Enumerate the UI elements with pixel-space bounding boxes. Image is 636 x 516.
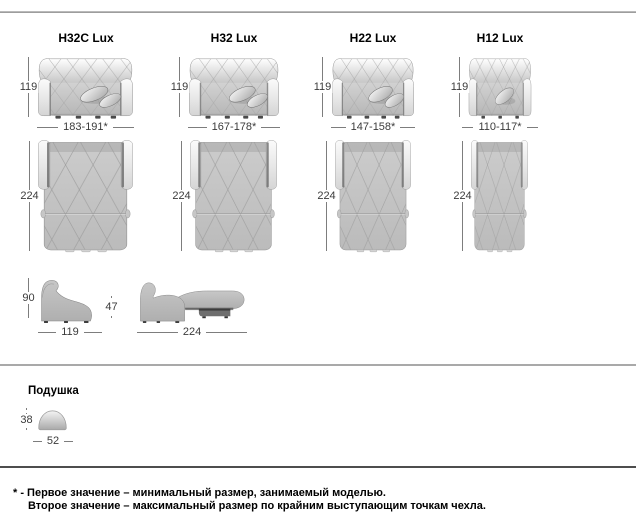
footnote-line-2: Второе значение – максимальный размер по крайним выступающим точкам чехла. — [28, 500, 486, 512]
sofa-front-view-illustration — [331, 55, 415, 122]
bed-extended-length-dimension — [137, 326, 247, 339]
width-value: 110-117* — [478, 121, 522, 133]
dimension-line — [33, 441, 42, 442]
dimension-line — [206, 332, 247, 333]
bed-length-dimension — [317, 141, 336, 251]
model-name: H32 Lux — [210, 31, 258, 45]
bed-length-value: 224 — [453, 190, 472, 202]
pillow-section-title: Подушка — [28, 385, 79, 397]
dimension-line — [261, 127, 280, 128]
sofa-height-value: 90 — [22, 292, 35, 304]
pillow-illustration — [37, 407, 68, 432]
dimension-line — [462, 127, 473, 128]
width-dimension — [188, 121, 280, 134]
sofa-height-dimension — [22, 278, 35, 318]
dimension-line — [113, 127, 134, 128]
sofa-depth-dimension — [38, 326, 102, 339]
width-value: 183-191* — [63, 121, 108, 133]
model-name: H22 Lux — [349, 31, 397, 45]
dimension-line — [331, 127, 346, 128]
footnote-line-1: * - Первое значение – минимальный размер, занимаемый моделью. — [13, 487, 386, 499]
middle-divider — [0, 364, 636, 366]
height-dimension — [19, 57, 38, 117]
dimension-line — [64, 441, 73, 442]
bottom-divider — [0, 466, 636, 468]
width-dimension — [462, 121, 538, 134]
footnote — [13, 487, 623, 513]
dimension-line — [84, 332, 102, 333]
top-divider — [0, 11, 636, 13]
height-dimension — [170, 57, 189, 117]
width-value: 147-158* — [350, 121, 396, 133]
pillow-height-value: 38 — [20, 414, 33, 426]
pillow-width-value: 52 — [46, 435, 60, 447]
height-dimension — [450, 57, 469, 117]
bed-height-value: 47 — [105, 301, 118, 313]
height-value: 119 — [450, 81, 469, 93]
bed-extended-length-value: 224 — [182, 326, 202, 338]
sofa-front-view-illustration — [468, 55, 532, 122]
sofa-bed-side-open-illustration — [136, 279, 249, 323]
model-name: H32C Lux — [58, 31, 114, 45]
height-value: 119 — [313, 81, 332, 93]
sofa-depth-value: 119 — [61, 326, 79, 338]
dimension-line — [400, 127, 415, 128]
height-value: 119 — [170, 81, 189, 93]
sofa-bed-top-view-illustration — [190, 140, 277, 253]
bed-length-dimension — [20, 141, 39, 251]
bed-height-dimension — [105, 296, 118, 318]
bed-length-dimension — [172, 141, 191, 251]
width-dimension — [37, 121, 134, 134]
sofa-bed-top-view-illustration — [38, 140, 133, 253]
pillow-height-dimension — [20, 408, 33, 432]
dimension-line — [38, 332, 56, 333]
model-name: H12 Lux — [476, 31, 524, 45]
sofa-front-view-illustration — [188, 55, 280, 122]
width-value: 167-178* — [211, 121, 257, 133]
height-dimension — [313, 57, 332, 117]
bed-length-value: 224 — [20, 190, 39, 202]
sofa-side-closed-illustration — [36, 276, 102, 323]
dimension-line — [137, 332, 178, 333]
bed-length-value: 224 — [172, 190, 191, 202]
sofa-bed-top-view-illustration — [471, 140, 528, 253]
bed-length-dimension — [453, 141, 472, 251]
dimension-line — [188, 127, 207, 128]
dimension-line — [527, 127, 538, 128]
pillow-width-dimension — [33, 435, 73, 448]
height-value: 119 — [19, 81, 38, 93]
sofa-front-view-illustration — [37, 55, 134, 122]
sofa-bed-top-view-illustration — [335, 140, 411, 253]
width-dimension — [331, 121, 415, 134]
bed-length-value: 224 — [317, 190, 336, 202]
dimension-line — [37, 127, 58, 128]
